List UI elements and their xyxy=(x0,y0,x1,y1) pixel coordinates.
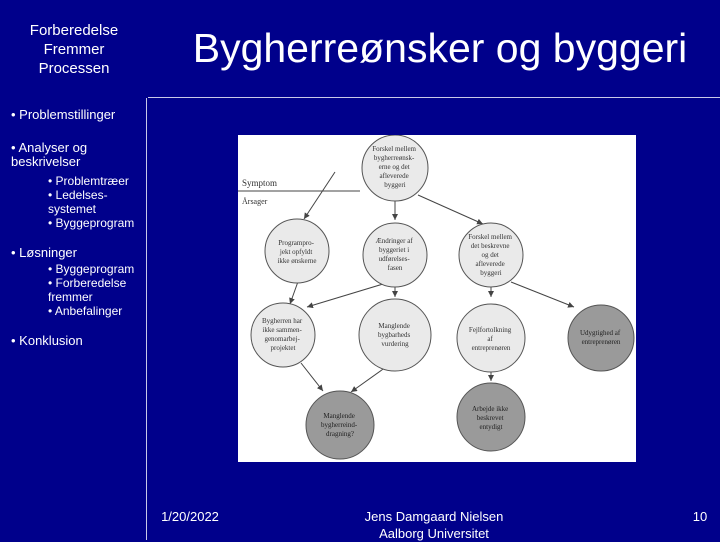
outline-subitem: • Anbefalinger xyxy=(48,304,123,318)
outline-item-losninger: • Løsninger xyxy=(11,245,77,260)
outline-item-analyser: • Analyser og beskrivelser xyxy=(11,140,88,169)
svg-text:Arbejde ikke beskrevet: Arbejde ikke beskrevet entydigt xyxy=(471,405,509,431)
svg-text:Forskel mellem det bes: Forskel mellem det beskrevne og det afleverede byggeri xyxy=(468,233,512,277)
outline-item-label: Analyser og beskrivelser xyxy=(11,140,88,169)
outline-subitem-label: Forberedelse fremmer xyxy=(48,276,127,304)
section-header-line-2: Fremmer xyxy=(43,40,105,58)
outline-subitem: • Forberedelse fremmer xyxy=(48,276,127,304)
outline-subitem: • Byggeprogram xyxy=(48,216,135,230)
symptom-label: Symptom xyxy=(242,178,278,188)
footer-institution: Aalborg Universitet xyxy=(379,526,489,541)
node-n10 xyxy=(457,383,525,451)
section-header xyxy=(0,0,148,98)
svg-text:Programpro- jekt opfyl: Programpro- jekt opfyldt ikke ønskerne xyxy=(277,239,317,265)
svg-text:Forskel mellem bygherr: Forskel mellem bygherreønsk- erne og det afleverede byggeri xyxy=(372,145,416,189)
node-n4 xyxy=(459,223,523,287)
slide-title: Bygherreønsker og byggeri xyxy=(192,25,688,71)
svg-text:Bygherren har ikke sam: Bygherren har ikke sammen- genomarbej- projektet xyxy=(262,317,303,352)
node-n2 xyxy=(265,219,329,283)
footer-date: 1/20/2022 xyxy=(161,509,219,524)
outline-subitem-label: Anbefalinger xyxy=(54,304,123,318)
outline-item-label: Konklusion xyxy=(19,333,83,348)
node-n8 xyxy=(568,305,634,371)
problem-tree-diagram xyxy=(238,135,636,462)
svg-text:Manglende bygherreind-: Manglende bygherreind- dragning? xyxy=(321,412,358,438)
svg-text:Udygtighed af entrepre: Udygtighed af entreprenøren xyxy=(580,329,621,346)
outline-subitem-label: Problemtræer xyxy=(55,174,129,188)
footer-author-block xyxy=(334,508,534,542)
section-header-line-1: Forberedelse xyxy=(29,21,119,39)
cause-label: Årsager xyxy=(242,197,268,206)
node-n7 xyxy=(457,304,525,372)
node-n1 xyxy=(362,135,428,201)
diagram-arrows xyxy=(290,172,574,392)
node-n3 xyxy=(363,223,427,287)
node-n9 xyxy=(306,391,374,459)
outline-item-problemstillinger: • Problemstillinger xyxy=(11,107,116,122)
node-n6 xyxy=(359,299,431,371)
outline-subitem: • Byggeprogram xyxy=(48,262,135,276)
section-header-line-3: Processen xyxy=(38,59,110,77)
symptom-cause-divider xyxy=(238,178,360,206)
outline-subitem: • Problemtræer xyxy=(48,174,129,188)
outline-subitem-label: Byggeprogram xyxy=(55,216,135,230)
outline-subitem-label: Ledelses-systemet xyxy=(48,188,108,216)
outline-item-label: Løsninger xyxy=(19,245,77,260)
node-n5 xyxy=(251,303,315,367)
outline-item-label: Problemstillinger xyxy=(19,107,116,122)
page-number: 10 xyxy=(692,509,708,524)
svg-text:Manglende bygbarheds: Manglende bygbarheds vurdering xyxy=(377,322,411,348)
svg-text:Fejlfortolkning af: Fejlfortolkning af entreprenøren xyxy=(468,326,512,352)
outline-subitem: • Ledelses-systemet xyxy=(48,188,108,216)
outline-subitem-label: Byggeprogram xyxy=(55,262,135,276)
outline-item-konklusion: • Konklusion xyxy=(11,333,83,348)
footer-author: Jens Damgaard Nielsen xyxy=(364,509,504,524)
svg-text:Ændringer af byggeriet: Ændringer af byggeriet i udførelses- fasen xyxy=(375,237,413,272)
